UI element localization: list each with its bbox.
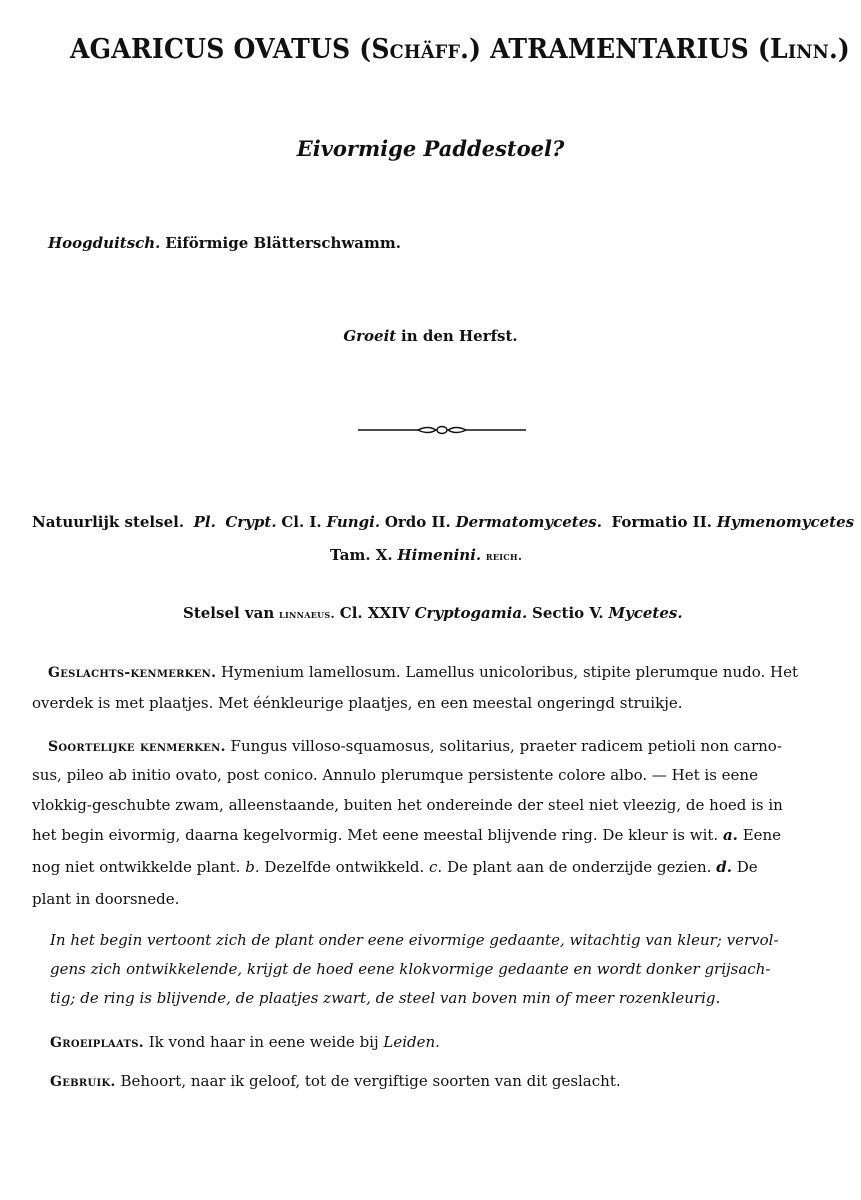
natural-system-line-2 bbox=[330, 545, 831, 566]
german-name: Eiförmige Blätterschwamm. bbox=[165, 234, 401, 252]
use-label: Gebruik. bbox=[50, 1074, 116, 1090]
species-text-5e: De plant aan de onderzijde gezien. bbox=[446, 858, 712, 876]
species-line-1 bbox=[48, 736, 831, 757]
ns-ordo: Ordo II. bbox=[384, 513, 451, 531]
ns-label: Natuurlijk stelsel. bbox=[32, 513, 185, 531]
species-text-5a: nog niet ontwikkelde plant. bbox=[32, 858, 241, 876]
figure-ref-a: a. bbox=[722, 826, 738, 844]
use-text: Behoort, naar ik geloof, tot de vergiftige soorten van dit geslacht. bbox=[120, 1072, 621, 1090]
ls-linnaeus: linnaeus. bbox=[279, 607, 335, 621]
german-name-line bbox=[48, 233, 831, 253]
ornament-divider bbox=[358, 421, 526, 439]
ns-dermatomycetes: Dermatomycetes. bbox=[455, 513, 602, 531]
ns-hymenomycetes: Hymenomycetes bbox=[716, 513, 855, 531]
figure-ref-d: d. bbox=[716, 858, 732, 876]
title-synonym: ) ATRAMENTARIUS ( bbox=[469, 34, 770, 65]
linnaeus-system-line bbox=[183, 603, 831, 624]
ns-class: Cl. I. bbox=[281, 513, 322, 531]
ls-mycetes: Mycetes. bbox=[608, 604, 683, 622]
genus-label: Geslachts-kenmerken. bbox=[48, 665, 217, 681]
title-author-2: Linn. bbox=[769, 34, 838, 65]
species-text-4c: Eene bbox=[742, 826, 782, 844]
ns-author: reich. bbox=[485, 549, 523, 563]
season-line bbox=[0, 326, 861, 346]
title-author-1: Schäff. bbox=[371, 34, 470, 65]
species-text-5c: Dezelfde ontwikkeld. bbox=[264, 858, 425, 876]
species-label: Soortelijke kenmerken. bbox=[48, 739, 226, 755]
use-line bbox=[50, 1071, 831, 1092]
species-line-3: vlokkig-geschubte zwam, alleenstaande, buiten het ondereinde der steel niet vleezig, de hoed is in bbox=[32, 796, 783, 814]
page-title bbox=[70, 34, 850, 65]
title-genus-species: AGARICUS OVATUS ( bbox=[70, 34, 372, 65]
title-close: ) bbox=[837, 34, 850, 65]
ls-class: Cl. XXIV bbox=[339, 604, 410, 622]
species-text-5g: De bbox=[736, 858, 758, 876]
habitat-line bbox=[50, 1032, 831, 1053]
german-label: Hoogduitsch. bbox=[48, 234, 161, 252]
species-line-2: sus, pileo ab initio ovato, post conico. Annulo plerumque persistente colore albo. — Het is eene bbox=[32, 766, 758, 784]
dutch-name: Eivormige Paddestoel? bbox=[296, 136, 565, 161]
habitat-text: Ik vond haar in eene weide bij bbox=[148, 1033, 379, 1051]
season-label: Groeit bbox=[343, 327, 397, 345]
season-text: in den Herfst. bbox=[401, 327, 518, 345]
genus-text-1: Hymenium lamellosum. Lamellus unicoloribus, stipite plerumque nudo. Het bbox=[221, 663, 799, 681]
description-line-2: gens zich ontwikkelende, krijgt de hoed eene klokvormige gedaante en wordt donker grijsach- bbox=[50, 960, 771, 978]
ns-crypt: Crypt. bbox=[225, 513, 277, 531]
species-line-6: plant in doorsnede. bbox=[32, 890, 180, 908]
ns-pl: Pl. bbox=[193, 513, 216, 531]
ls-sectio: Sectio V. bbox=[532, 604, 604, 622]
habitat-label: Groeiplaats. bbox=[50, 1035, 144, 1051]
ns-formatio: Formatio II. bbox=[611, 513, 712, 531]
natural-system-line-1 bbox=[32, 512, 855, 532]
genus-line-2: overdek is met plaatjes. Met éénkleurige plaatjes, en een meestal ongeringd struikje. bbox=[32, 694, 683, 712]
description-line-1: In het begin vertoont zich de plant onder eene eivormige gedaante, witachtig van kleur; vervol- bbox=[50, 931, 779, 949]
ns-himenini: Himenini. bbox=[397, 546, 482, 564]
genus-line-1 bbox=[48, 662, 831, 683]
figure-ref-c: c. bbox=[429, 858, 443, 876]
figure-ref-b: b. bbox=[245, 858, 260, 876]
ls-label: Stelsel van bbox=[183, 604, 275, 622]
habitat-place: Leiden. bbox=[383, 1033, 440, 1051]
species-line-4 bbox=[32, 825, 831, 845]
species-line-5 bbox=[32, 857, 831, 877]
ns-tam: Tam. X. bbox=[330, 546, 393, 564]
species-text-4a: het begin eivormig, daarna kegelvormig. Met eene meestal blijvende ring. De kleur is wit. bbox=[32, 826, 719, 844]
ls-cryptogamia: Cryptogamia. bbox=[414, 604, 528, 622]
species-text-1: Fungus villoso-squamosus, solitarius, praeter radicem petioli non carno- bbox=[230, 737, 782, 755]
description-line-3: tig; de ring is blijvende, de plaatjes zwart, de steel van boven min of meer rozenkleurig. bbox=[50, 989, 721, 1007]
ns-fungi: Fungi. bbox=[326, 513, 381, 531]
